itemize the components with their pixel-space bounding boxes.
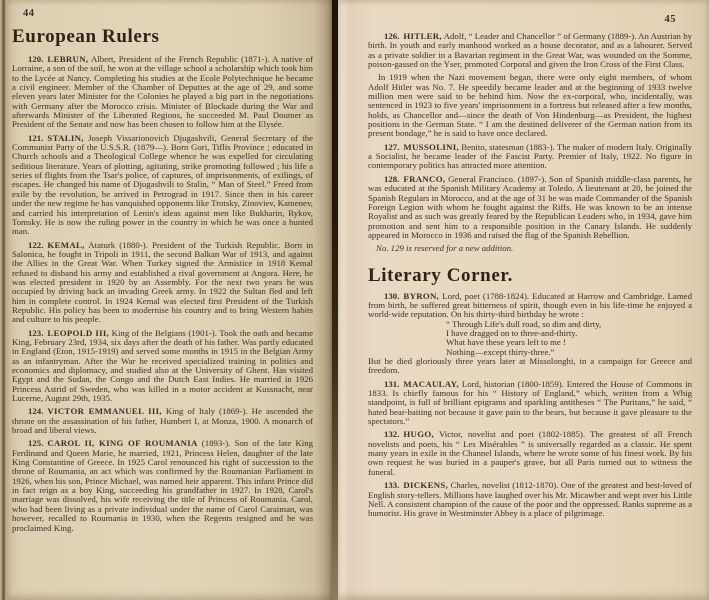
entry-text: Benito, statesman (1883-). The maker of modern Italy. Originally a Socialist, he became leader of the Fascist Party. Premier of Italy, 1922. No figure in contemporary politics has attracted more attention. bbox=[368, 141, 692, 171]
entry-name: LEBRUN, bbox=[47, 54, 89, 64]
entry-number: 130. bbox=[384, 290, 400, 301]
entry-number: 126. bbox=[384, 31, 400, 41]
entry-number: 133. bbox=[384, 480, 400, 491]
entry-121-stalin bbox=[12, 134, 313, 237]
entry-text: Adolf, “ Leader and Chancellor ” of Germany (1889-). An Austrian by birth. In youth and early manhood worked as a house decorator, and as a labourer. Served as a private soldier in a Bavarian regiment in the Great War, was wounded on the Somme, poison-gassed on the Yser, promoted Corporal and given the Iron Cross of the First Class. bbox=[368, 31, 692, 70]
entry-text: King of the Belgians (1901-). Took the oath and became King, February 23rd, 1934, six days after the death of his father. Was partly educated in England (Eton, 1915-1919) and served some months in 1915 in the Belgian Army as an infantryman. After the War he received specialized training in politics and economics and diplomacy, and studied also at the University of Ghent. Has visited Egypt and the Sudan, the Congo and the Dutch East Indies. He married in 1926 Princess Astrid of Sweden, who was killed in a motor accident at Kussnacht, near Lucerne, August 29th, 1935. bbox=[12, 327, 313, 404]
entry-name: DICKENS, bbox=[403, 480, 449, 491]
poem-line-2: I have dragged on to three-and-thirty. bbox=[446, 328, 578, 338]
entry-name: STALIN, bbox=[47, 132, 84, 143]
entry-number: 121. bbox=[28, 132, 44, 143]
entry-name: MUSSOLINI, bbox=[403, 141, 459, 152]
page-right bbox=[338, 0, 709, 600]
entry-122-kemal bbox=[12, 241, 313, 325]
entry-132-hugo bbox=[368, 430, 692, 477]
entry-123-leopold bbox=[12, 329, 313, 404]
entry-text: Albert, President of the French Republic (1871-). A native of Lorraine, a son of the soil, he won at the village school a scholarship which took him to the Lycée at Nancy. Completing his studies at the Ecole Polytechnique he became a civil engineer. Member of the Chamber of Deputies at the age of 29, and some eleven years later Minister for the Colonies he played a big part in the negotiations with Germany after the Morocco crisis. Minister of Blockade during the War and afterwards Minister of the Liberated Regions, he succeeded M. Paul Doumer as President of the Senate and now has been chosen to follow him at the Elysée. bbox=[12, 54, 313, 130]
entry-number: 125. bbox=[28, 438, 44, 449]
heading-literary-corner: Literary Corner. bbox=[368, 264, 514, 286]
entry-name: CAROL II, KING OF ROUMANIA bbox=[47, 438, 198, 449]
entry-text: (1893-). Son of the late King Ferdinand and Queen Marie, he married, 1921, Princess Helen, daughter of the late King Constantine of Greece. In 1925 Carol renounced his right of succession to the throne of Roumania, an act which was confirmed by the Roumanian Parliament in 1926, when his son, Prince Michael, was named heir apparent. This infant Prince did in fact reign as a boy King, succeeding his grandfather in 1927. In 1928, Carol's marriage was dissolved, his wife receiving the title of Princess of Roumania. Carol, who had been living as a private individual under the name of Carol Caraiman, was however, recalled to Roumania in 1930, when the Regents resigned and he was proclaimed King. bbox=[12, 438, 313, 533]
entry-128-franco bbox=[368, 175, 692, 240]
gutter-shadow bbox=[314, 0, 332, 600]
entry-127-mussolini bbox=[368, 143, 692, 171]
entry-number: 123. bbox=[28, 327, 44, 338]
entry-131-macaulay bbox=[368, 380, 692, 427]
entry-120-lebrun bbox=[12, 55, 313, 130]
entry-130-byron-continuation: But he died gloriously three years later at Missolonghi, in a campaign for Greece and freedom. bbox=[368, 356, 692, 376]
note-129-reserved: No. 129 is reserved for a new addition. bbox=[376, 243, 514, 254]
page-left bbox=[7, 0, 332, 600]
entry-133-dickens bbox=[368, 481, 692, 518]
heading-european-rulers: European Rulers bbox=[12, 26, 160, 47]
page-number-left: 44 bbox=[23, 8, 35, 19]
poem-line-3: What have these years left to me ! bbox=[446, 337, 566, 348]
page-number-right: 45 bbox=[664, 14, 676, 25]
entry-name: HUGO, bbox=[403, 429, 434, 440]
entry-text: Lord, historian (1800-1859). Entered the House of Commons in 1833. Is chiefly famous for his “ History of England,” which, written from a Whig standpoint, is full of brilliant epigrams and sparkling antitheses “ The Puritans,” he said, “ hated bear-baiting not because it gave pain to the bears, but because it gave pleasure to the spectators.” bbox=[368, 378, 692, 427]
left-page-edge bbox=[0, 0, 7, 600]
entry-name: LEOPOLD III, bbox=[47, 327, 110, 338]
poem-line-1: “ Through Life's dull road, so dim and dirty, bbox=[446, 318, 602, 329]
entry-125-carol bbox=[12, 439, 313, 532]
entry-text: Charles, novelist (1812-1870). One of the greatest and best-loved of English story-tellers. Millions have laughed over his Mr. Micawber and wept over his Little Nell. A consistent champion of the cause of the poor and the oppressed. Ranks supreme as a humorist. His grave in Westminster Abbey is a place of pilgrimage. bbox=[368, 480, 692, 519]
entry-text: Joseph Vissarionovich Djugashvili, General Secretary of the Communist Party of the U.S.S.R. (1879—). Born Gori, Tiflis Province ; educated in Church schools and a Theological College whence he was expelled for circulating seditious literature. Years of plotting, agitating, strike promoting followed ; his life a series of flights from the Tsar's police, of captures, of imprisonments, of exilings, of escapes. He changed his name of Djugashvili to Stalin, “ Man of Steel.” Freed from exile by the revolution, he arrived in Petrograd in 1917. Since then in his career under the new regime he has vanquished opponents like Trotsky, Zinoviev, Kamenev, and carried his interpretation of Lenin's ideas against men like Bukharin, Rykov, Tomsky. He is now the ruling power in the country in which he was once a hunted man. bbox=[12, 132, 313, 237]
entry-text: General Francisco. (1897-). Son of Spanish middle-class parents, he was educated at the Spanish Military Academy at Toledo. A lieutenant at 20, he joined the Spanish Regulars in Morocco, and at the age of 31 he was made Commander of the Spanish Foreign Legion with whom he fought against the Riffs. He was known to be an intense Royalist and as such was greatly feared by the Republican Leaders who, in 1934, gave him promotion and sent him to a responsible position in the Canary Islands. He suddenly appeared in Morocco in 1936 and raised the flag of the Spanish Rebellion. bbox=[368, 173, 692, 240]
entry-number: 132. bbox=[384, 429, 400, 440]
byron-poem bbox=[446, 320, 692, 357]
entry-number: 124. bbox=[28, 406, 44, 417]
entry-124-victor-emmanuel bbox=[12, 407, 313, 435]
entry-number: 120. bbox=[28, 54, 44, 64]
entry-text: Victor, novelist and poet (1802-1885). The greatest of all French novelists and poets, his “ Les Misérables ” is universally regarded as a classic. He spent many years in exile in the Channel Islands, where he wrote some of his finest work. By his own request he was buried in a pauper's grave, but all Paris turned out to witness the funeral. bbox=[368, 429, 692, 477]
entry-name: BYRON, bbox=[403, 290, 440, 301]
entry-name: KEMAL, bbox=[47, 239, 85, 250]
entry-number: 131. bbox=[384, 378, 400, 389]
entry-126-hitler-paragraph-2 bbox=[368, 73, 692, 138]
entry-number: 128. bbox=[384, 173, 400, 184]
entry-126-hitler bbox=[368, 32, 692, 69]
entry-text: In 1919 when the Nazi movement began, there were only eight members, of whom Adolf Hitler was No. 7. He speedily became leader and at the beginning of 1933 twelve million men were said to be behind him. Now the ex-corporal, who, incidentally, was sentenced in 1923 to five years' imprisonment in a fortress but released after a few months, holds, as Chancellor and—since the death of Von Hindenburg—as President, the highest positions in the German State. “ I am the destined deliverer of the German nation from its present bondage,” he is said to have once declared. bbox=[368, 72, 692, 139]
entry-number: 122. bbox=[28, 239, 44, 250]
entry-text: Ataturk (1880-). President of the Turkish Republic. Born in Salonica, he fought in Tripoli in 1911, the second Balkan War of 1913, and against the Allies in the Great War. When Turkey signed the Armistice in 1918 Kemal refused to disband his army and established a rival government at Angora. Here, he was elected president in 1920 by an Assembly. For the next two years he was occupied by driving back an invading Greek army. In 1922 the Sultan fled and left him in complete control. In 1924 Kemal was elected first President of the Turkish Republic. His policy has been to modernise his country and to bring Western habits and culture to his people. bbox=[12, 239, 313, 325]
entry-number: 127. bbox=[384, 141, 400, 152]
entry-name: FRANCO, bbox=[403, 173, 446, 184]
entry-name: MACAULAY, bbox=[403, 378, 459, 389]
entry-text: King of Italy (1869-). He ascended the throne on the assassination of his father, Humbert I, at Monza, 1900. A monarch of broad and liberal views. bbox=[12, 406, 313, 436]
entry-text: Lord, poet (1788-1824). Educated at Harrow and Cambridge. Lamed from birth, he suffered great bitterness of spirit, though even in his life-time he enjoyed a world-wide reputation. On his thirty-third birthday he wrote : bbox=[368, 290, 692, 320]
entry-name: VICTOR EMMANUEL III, bbox=[47, 406, 162, 417]
poem-line-4: Nothing—except thirty-three.” bbox=[446, 346, 555, 357]
entry-name: HITLER, bbox=[403, 31, 442, 41]
entry-130-byron bbox=[368, 292, 692, 320]
